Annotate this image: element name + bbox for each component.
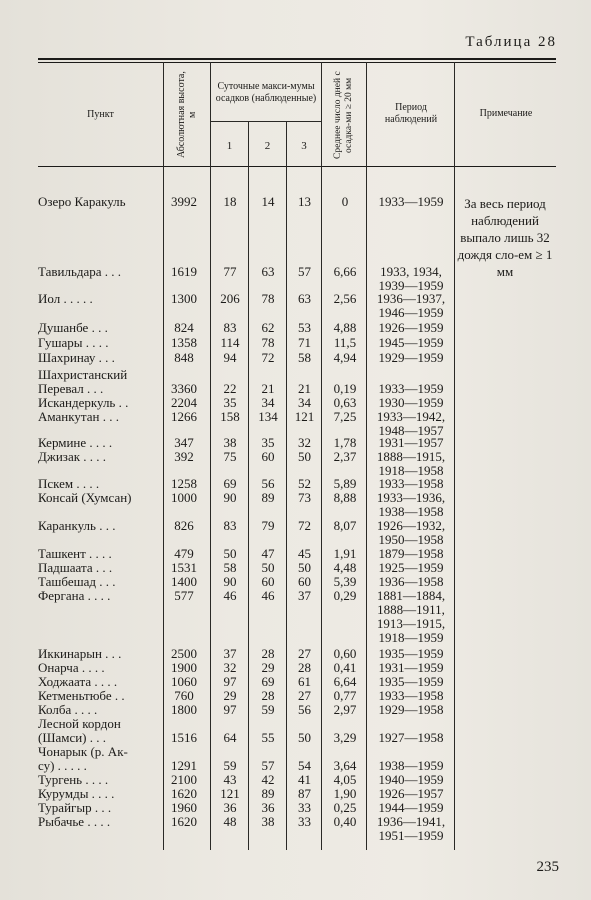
cell-p1: 59 xyxy=(223,758,237,773)
cell-avg: 6,64 xyxy=(333,674,357,689)
cell-avg: 2,37 xyxy=(333,449,357,464)
cell-p2: 36 xyxy=(261,800,275,815)
cell-avg: 0 xyxy=(341,194,349,209)
cell-p1: 38 xyxy=(223,435,237,450)
cell-period: 1933, 1934, 1939—1959 xyxy=(378,264,444,293)
table-top-rule xyxy=(38,58,556,60)
cell-name: Лесной кордон xyxy=(38,716,121,731)
cell-p3: 33 xyxy=(298,814,311,829)
cell-period: 1925—1959 xyxy=(378,560,444,575)
cell-p3: 41 xyxy=(298,772,311,787)
header-altitude: Абсолютная высота, м xyxy=(176,71,198,159)
cell-p2: 78 xyxy=(261,335,275,350)
cell-avg: 0,29 xyxy=(333,588,357,603)
cell-avg: 0,60 xyxy=(333,646,357,661)
cell-name: Консай (Хумсан) xyxy=(38,490,132,505)
cell-period: 1927—1958 xyxy=(378,730,444,745)
cell-alt: 577 xyxy=(174,588,194,603)
cell-p1: 43 xyxy=(223,772,237,787)
cell-p2: 47 xyxy=(261,546,275,561)
cell-p3: 50 xyxy=(298,730,311,745)
cell-avg: 4,48 xyxy=(333,560,357,575)
cell-p2: 21 xyxy=(261,381,275,396)
cell-p3: 71 xyxy=(298,335,311,350)
header-bottom-rule xyxy=(38,166,556,167)
cell-p2: 28 xyxy=(261,688,275,703)
header-note: Примечание xyxy=(479,108,533,119)
cell-p2: 57 xyxy=(261,758,275,773)
cell-p2: 89 xyxy=(261,490,275,505)
cell-period: 1933—1936, 1938—1958 xyxy=(376,490,446,519)
cell-p2: 34 xyxy=(261,395,275,410)
cell-period: 1940—1959 xyxy=(378,772,444,787)
cell-p1: 29 xyxy=(223,688,237,703)
header-avg-days: Среднее число дней с осадка-ми ≥ 20 мм xyxy=(333,71,354,159)
cell-p3: 13 xyxy=(298,194,311,209)
page-number: 235 xyxy=(536,859,559,875)
cell-alt: 1619 xyxy=(171,264,197,279)
cell-name: Фергана . . . . xyxy=(38,588,111,603)
cell-avg: 4,05 xyxy=(333,772,357,787)
cell-period: 1933—1942, 1948—1957 xyxy=(376,409,446,438)
cell-p3: 72 xyxy=(298,518,311,533)
cell-period: 1933—1959 xyxy=(378,194,444,209)
cell-alt: 848 xyxy=(174,350,194,365)
cell-p2: 50 xyxy=(261,560,275,575)
cell-alt: 3360 xyxy=(171,381,197,396)
cell-p3: 45 xyxy=(298,546,311,561)
cell-alt: 1620 xyxy=(171,814,197,829)
cell-p1: 158 xyxy=(220,409,240,424)
cell-p3: 56 xyxy=(298,702,311,717)
cell-period: 1936—1937, 1946—1959 xyxy=(376,291,446,320)
cell-alt: 1800 xyxy=(171,702,197,717)
cell-alt: 1516 xyxy=(171,730,197,745)
cell-p1: 64 xyxy=(223,730,237,745)
cell-name: Онарча . . . . xyxy=(38,660,105,675)
cell-name: Иол . . . . . xyxy=(38,291,93,306)
cell-name: Турайгыр . . . xyxy=(38,800,112,815)
cell-avg: 11,5 xyxy=(333,335,357,350)
cell-period: 1879—1958 xyxy=(378,546,444,561)
cell-p1: 69 xyxy=(223,476,237,491)
cell-alt: 2500 xyxy=(171,646,197,661)
cell-period: 1944—1959 xyxy=(378,800,444,815)
cell-name: Тавильдара . . . xyxy=(38,264,122,279)
cell-name: Ходжаата . . . . xyxy=(38,674,118,689)
cell-avg: 7,25 xyxy=(333,409,357,424)
cell-avg: 4,94 xyxy=(333,350,357,365)
header-col-3: 3 xyxy=(301,140,307,152)
cell-p3: 27 xyxy=(298,688,311,703)
cell-p3: 33 xyxy=(298,800,311,815)
cell-period: 1926—1932, 1950—1958 xyxy=(376,518,446,547)
cell-avg: 2,56 xyxy=(333,291,357,306)
cell-period: 1926—1957 xyxy=(378,786,444,801)
cell-period: 1929—1959 xyxy=(378,350,444,365)
cell-p3: 73 xyxy=(298,490,311,505)
cell-p1: 48 xyxy=(223,814,237,829)
cell-name: Аманкутан . . . xyxy=(38,409,119,424)
cell-name: Кетменьтюбе . . xyxy=(38,688,125,703)
cell-name: Шахринау . . . xyxy=(38,350,115,365)
cell-period: 1938—1959 xyxy=(378,758,444,773)
cell-p1: 37 xyxy=(223,646,237,661)
cell-p3: 21 xyxy=(298,381,311,396)
cell-avg: 4,88 xyxy=(333,320,357,335)
cell-p1: 77 xyxy=(223,264,237,279)
cell-p3: 63 xyxy=(298,291,311,306)
cell-p3: 87 xyxy=(298,786,311,801)
cell-alt: 1900 xyxy=(171,660,197,675)
cell-alt: 826 xyxy=(174,518,194,533)
cell-alt: 1400 xyxy=(171,574,197,589)
cell-p1: 22 xyxy=(223,381,237,396)
cell-alt: 479 xyxy=(174,546,194,561)
cell-name: Курумды . . . . xyxy=(38,786,115,801)
cell-name: Колба . . . . xyxy=(38,702,98,717)
cell-period: 1945—1959 xyxy=(378,335,444,350)
cell-avg: 0,19 xyxy=(333,381,357,396)
cell-name: Шахристанский xyxy=(38,367,128,382)
cell-alt: 1060 xyxy=(171,674,197,689)
cell-period: 1888—1915, 1918—1958 xyxy=(376,449,446,478)
cell-p1: 97 xyxy=(223,702,237,717)
cell-alt: 1291 xyxy=(171,758,197,773)
cell-p1: 206 xyxy=(220,291,240,306)
data-table xyxy=(38,58,556,850)
subheader-rule xyxy=(210,121,321,122)
cell-p1: 50 xyxy=(223,546,237,561)
cell-p2: 59 xyxy=(261,702,275,717)
header-daily-max: Суточные макси-мумы осадков (наблюденные) xyxy=(215,81,317,104)
header-col-2: 2 xyxy=(264,140,271,152)
cell-period: 1935—1959 xyxy=(378,646,444,661)
note-karakul: За весь период наблюдений выпало лишь 32 дождя сло-ем ≥ 1 мм xyxy=(457,196,553,279)
cell-p3: 32 xyxy=(298,435,311,450)
cell-name: Ташбешад . . . xyxy=(38,574,116,589)
cell-p1: 83 xyxy=(223,518,237,533)
cell-p2: 56 xyxy=(261,476,275,491)
cell-p2: 60 xyxy=(261,449,275,464)
cell-alt: 392 xyxy=(174,449,194,464)
cell-p2: 29 xyxy=(261,660,275,675)
cell-p1: 18 xyxy=(223,194,237,209)
cell-p3: 34 xyxy=(298,395,311,410)
cell-name: Искандеркуль . . xyxy=(38,395,129,410)
cell-p1: 121 xyxy=(220,786,240,801)
cell-avg: 0,40 xyxy=(333,814,357,829)
cell-p2: 60 xyxy=(261,574,275,589)
cell-p1: 97 xyxy=(223,674,237,689)
cell-avg: 0,77 xyxy=(333,688,357,703)
cell-p3: 57 xyxy=(298,264,311,279)
cell-name: Иккинарын . . . xyxy=(38,646,122,661)
cell-p2: 69 xyxy=(261,674,275,689)
cell-p1: 36 xyxy=(223,800,237,815)
cell-period: 1926—1959 xyxy=(378,320,444,335)
cell-alt: 1258 xyxy=(171,476,197,491)
cell-avg: 8,88 xyxy=(333,490,357,505)
cell-p3: 50 xyxy=(298,560,311,575)
cell-p3: 28 xyxy=(298,660,311,675)
header-col-1: 1 xyxy=(226,140,233,152)
cell-name: Чонарык (р. Ак- xyxy=(38,744,128,759)
cell-p3: 53 xyxy=(298,320,311,335)
cell-p1: 83 xyxy=(223,320,237,335)
cell-alt: 3992 xyxy=(171,194,197,209)
cell-alt: 2100 xyxy=(171,772,197,787)
header-station: Пункт xyxy=(87,109,114,120)
cell-period: 1931—1959 xyxy=(378,660,444,675)
cell-p1: 75 xyxy=(223,449,237,464)
cell-avg: 3,29 xyxy=(333,730,357,745)
cell-avg: 0,25 xyxy=(333,800,357,815)
table-top-rule-thin xyxy=(38,62,556,63)
cell-p2: 38 xyxy=(261,814,275,829)
cell-p2: 55 xyxy=(261,730,275,745)
cell-name: Кермине . . . . xyxy=(38,435,113,450)
cell-alt: 347 xyxy=(174,435,194,450)
cell-p2: 42 xyxy=(261,772,275,787)
header-period: Период наблюдений xyxy=(384,102,438,125)
cell-p2: 28 xyxy=(261,646,275,661)
cell-alt: 1000 xyxy=(171,490,197,505)
cell-period: 1933—1958 xyxy=(378,476,444,491)
cell-name: Пскем . . . . xyxy=(38,476,100,491)
cell-p2: 78 xyxy=(261,291,275,306)
cell-period: 1935—1959 xyxy=(378,674,444,689)
cell-p1: 94 xyxy=(223,350,237,365)
cell-period: 1929—1958 xyxy=(378,702,444,717)
cell-p3: 50 xyxy=(298,449,311,464)
cell-p2: 89 xyxy=(261,786,275,801)
cell-alt: 1960 xyxy=(171,800,197,815)
cell-avg: 3,64 xyxy=(333,758,357,773)
cell-avg: 1,90 xyxy=(333,786,357,801)
cell-period: 1933—1959 xyxy=(378,381,444,396)
cell-alt: 760 xyxy=(174,688,194,703)
cell-p2: 134 xyxy=(258,409,278,424)
cell-p1: 90 xyxy=(223,574,237,589)
cell-p3: 60 xyxy=(298,574,311,589)
cell-avg: 5,39 xyxy=(333,574,357,589)
cell-name: Душанбе . . . xyxy=(38,320,108,335)
cell-p3: 37 xyxy=(298,588,311,603)
cell-p2: 72 xyxy=(261,350,275,365)
cell-p1: 114 xyxy=(220,335,240,350)
cell-alt: 1300 xyxy=(171,291,197,306)
cell-alt: 824 xyxy=(174,320,194,335)
cell-p3: 58 xyxy=(298,350,311,365)
cell-p3: 27 xyxy=(298,646,311,661)
cell-name: Ташкент . . . . xyxy=(38,546,112,561)
cell-name: Тургень . . . . xyxy=(38,772,109,787)
cell-alt: 1358 xyxy=(171,335,197,350)
cell-alt: 2204 xyxy=(171,395,197,410)
cell-avg: 1,78 xyxy=(333,435,357,450)
cell-period: 1933—1958 xyxy=(378,688,444,703)
cell-avg: 0,63 xyxy=(333,395,357,410)
cell-p1: 32 xyxy=(223,660,237,675)
cell-avg: 5,89 xyxy=(333,476,357,491)
cell-period: 1881—1884, 1888—1911, 1913—1915, 1918—1959 xyxy=(376,588,446,645)
cell-p3: 52 xyxy=(298,476,311,491)
cell-period: 1931—1957 xyxy=(378,435,444,450)
cell-alt: 1620 xyxy=(171,786,197,801)
cell-avg: 6,66 xyxy=(333,264,357,279)
cell-p3: 121 xyxy=(294,409,315,424)
cell-avg: 1,91 xyxy=(333,546,357,561)
cell-p2: 46 xyxy=(261,588,275,603)
cell-alt: 1531 xyxy=(171,560,197,575)
cell-name: Падшаата . . . xyxy=(38,560,113,575)
cell-name: Рыбачье . . . . xyxy=(38,814,111,829)
cell-name: Джизак . . . . xyxy=(38,449,107,464)
cell-name: Гушары . . . . xyxy=(38,335,109,350)
cell-name: Перевал . . . xyxy=(38,381,104,396)
cell-p2: 62 xyxy=(261,320,275,335)
cell-p1: 90 xyxy=(223,490,237,505)
table-caption: Таблица 28 xyxy=(465,34,557,50)
cell-p3: 61 xyxy=(298,674,311,689)
cell-p2: 79 xyxy=(261,518,275,533)
cell-p2: 63 xyxy=(261,264,275,279)
cell-name: Озеро Каракуль xyxy=(38,194,126,209)
cell-name: су) . . . . . xyxy=(38,758,87,773)
cell-period: 1936—1941, 1951—1959 xyxy=(376,814,446,843)
cell-avg: 0,41 xyxy=(333,660,357,675)
cell-p2: 14 xyxy=(261,194,275,209)
cell-avg: 8,07 xyxy=(333,518,357,533)
cell-period: 1936—1958 xyxy=(378,574,444,589)
cell-name: Каранкуль . . . xyxy=(38,518,116,533)
cell-p1: 58 xyxy=(223,560,237,575)
cell-name: (Шамси) . . . xyxy=(38,730,106,745)
cell-p3: 54 xyxy=(298,758,311,773)
cell-alt: 1266 xyxy=(171,409,197,424)
cell-avg: 2,97 xyxy=(333,702,357,717)
cell-p2: 35 xyxy=(261,435,275,450)
cell-period: 1930—1959 xyxy=(378,395,444,410)
cell-p1: 46 xyxy=(223,588,237,603)
cell-p1: 35 xyxy=(223,395,237,410)
